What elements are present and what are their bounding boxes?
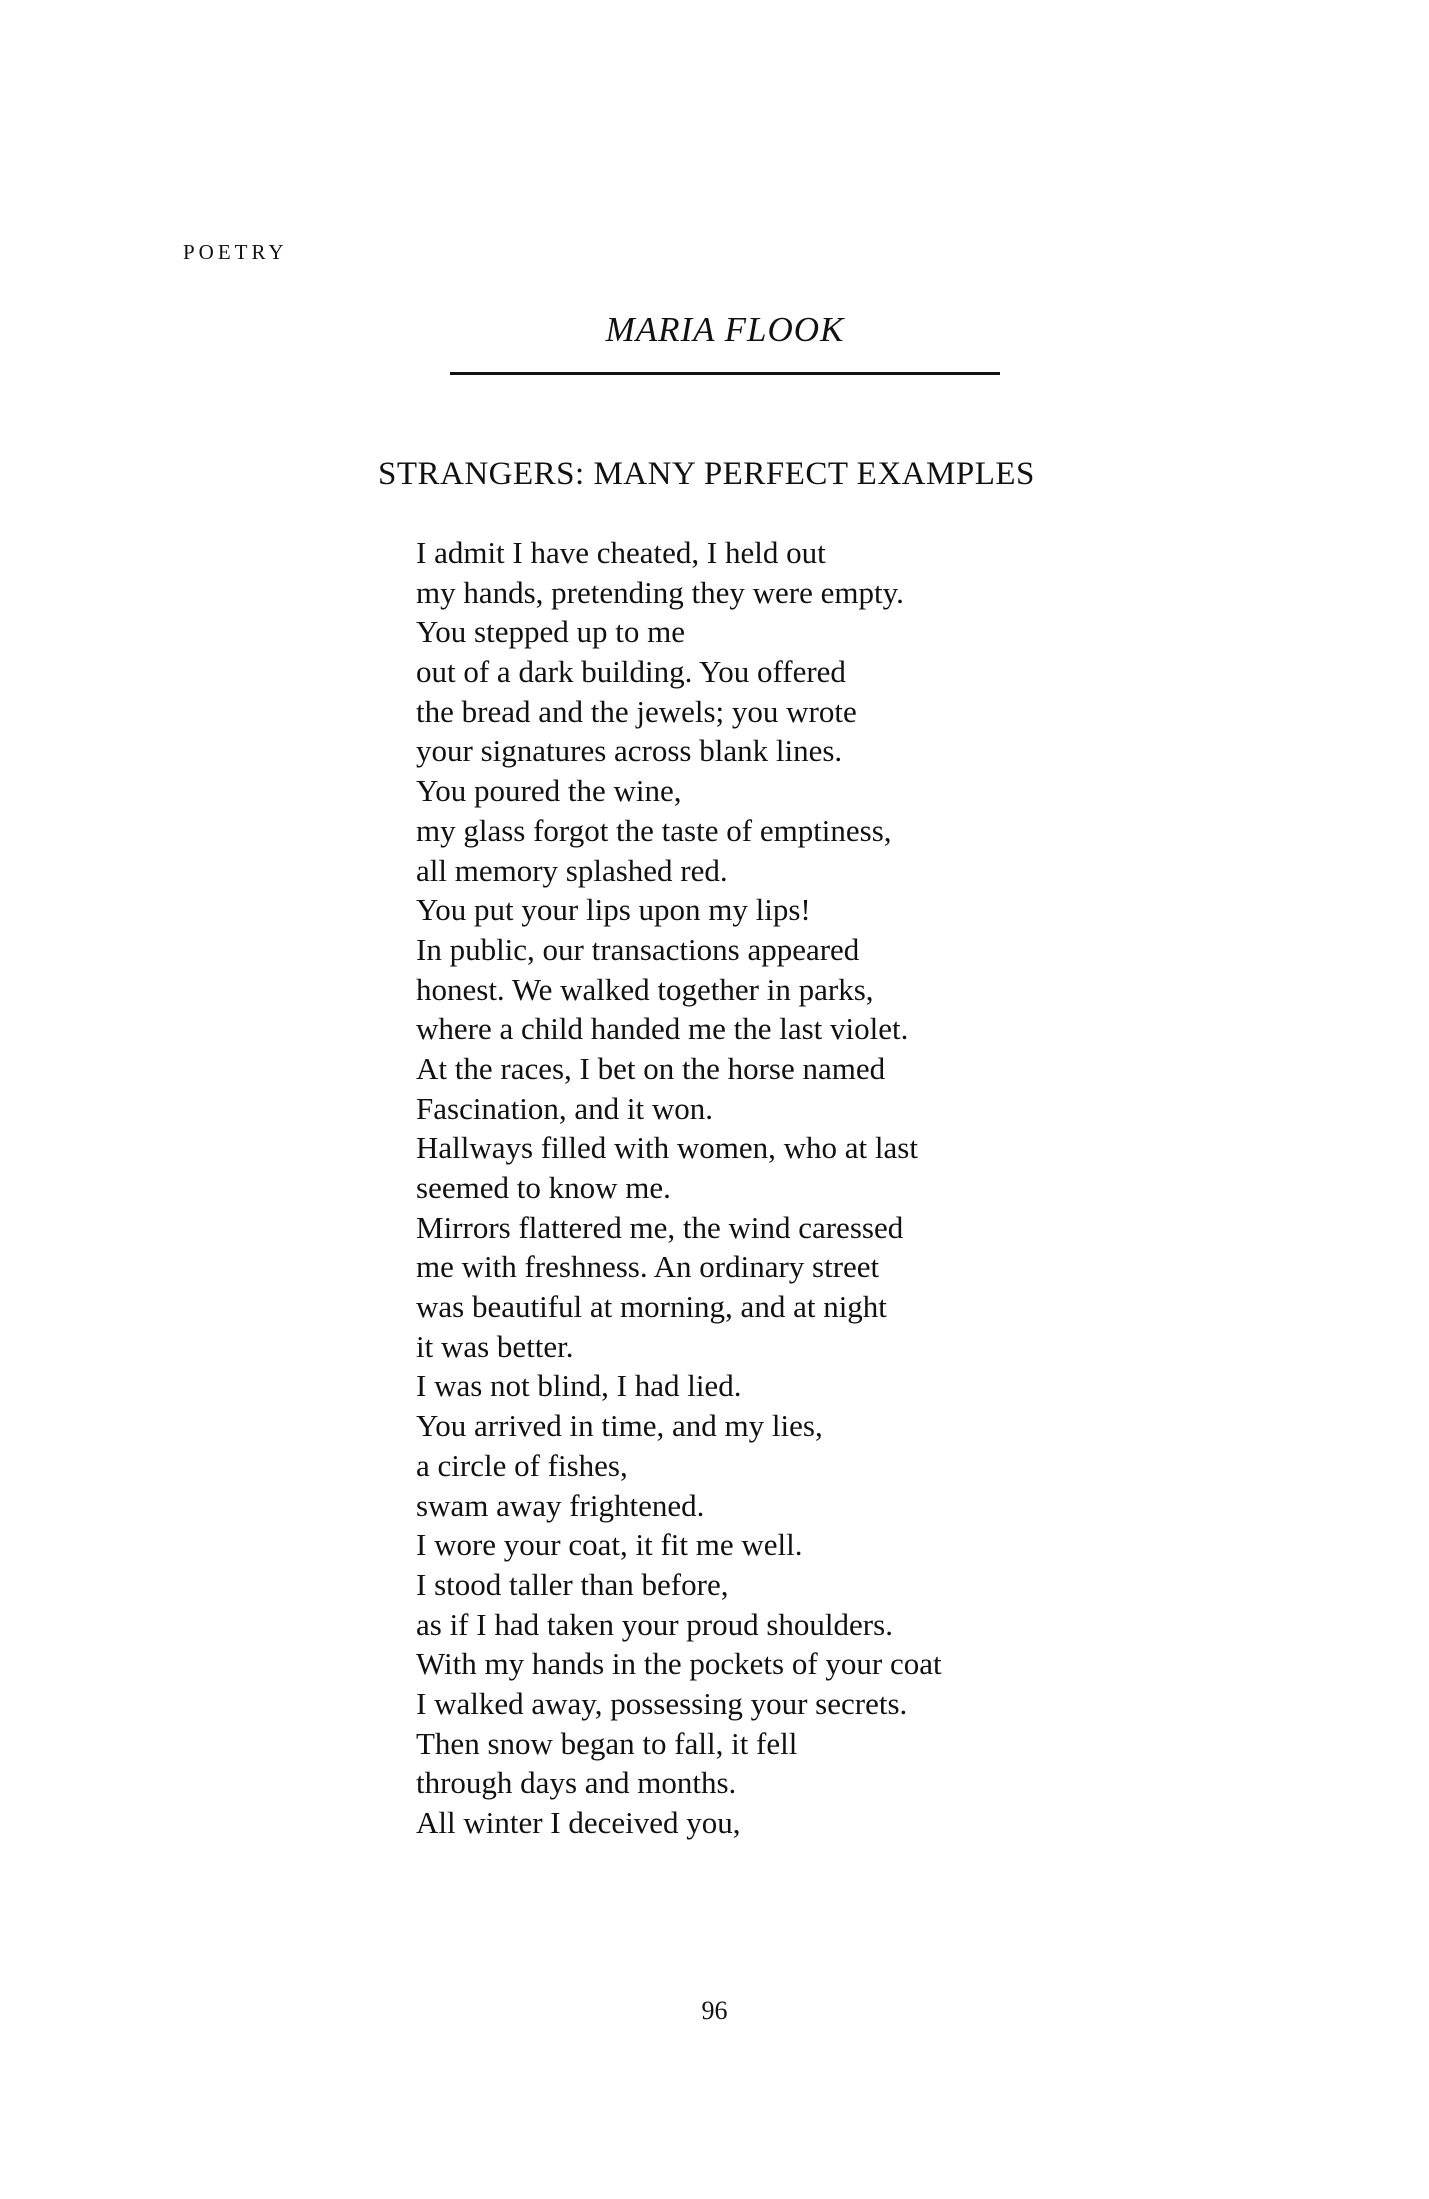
poem-line: I walked away, possessing your secrets. <box>416 1685 908 1721</box>
poem-line: I was not blind, I had lied. <box>416 1368 742 1404</box>
poem-line: your signatures across blank lines. <box>416 733 843 769</box>
poem-line: where a child handed me the last violet. <box>416 1011 909 1047</box>
poem-line: a circle of fishes, <box>416 1447 628 1483</box>
poem-line: In public, our transactions appeared <box>416 931 860 967</box>
poem-line: Fascination, and it won. <box>416 1090 714 1126</box>
poem-line: my glass forgot the taste of emptiness, <box>416 812 892 848</box>
poem-line: seemed to know me. <box>416 1170 671 1205</box>
poem-line: You arrived in time, and my lies, <box>416 1408 823 1444</box>
poem-line: I wore your coat, it fit me well. <box>416 1527 803 1563</box>
poem-line: me with freshness. An ordinary street <box>416 1249 880 1285</box>
poem-line: all memory splashed red. <box>416 852 728 888</box>
running-head: POETRY <box>183 240 288 264</box>
poem-title: STRANGERS: MANY PERFECT EXAMPLES <box>378 456 1035 492</box>
poem-line: You put your lips upon my lips! <box>416 892 811 928</box>
poem-line: Mirrors flattered me, the wind caressed <box>416 1209 904 1245</box>
poem-line: as if I had taken your proud shoulders. <box>416 1606 893 1642</box>
poem-line: With my hands in the pockets of your coat <box>416 1646 942 1682</box>
title-rule <box>450 372 1000 375</box>
poem-line: swam away frightened. <box>416 1487 705 1523</box>
poem-line: was beautiful at morning, and at night <box>416 1289 887 1325</box>
poem-line: At the races, I bet on the horse named <box>416 1050 886 1086</box>
poem-line: Then snow began to fall, it fell <box>416 1725 798 1761</box>
poem-line: through days and months. <box>416 1765 737 1801</box>
poem-line: honest. We walked together in parks, <box>416 971 874 1007</box>
poem-body <box>416 533 942 1843</box>
poem-line: out of a dark building. You offered <box>416 654 846 690</box>
poem-line: All winter I deceived you, <box>416 1805 741 1840</box>
poem-line: Hallways filled with women, who at last <box>416 1130 918 1166</box>
poem-line: You stepped up to me <box>416 614 685 650</box>
poem-line: I stood taller than before, <box>416 1566 729 1602</box>
author-name: MARIA FLOOK <box>605 310 845 349</box>
poem-line: You poured the wine, <box>416 773 682 809</box>
poem-line: I admit I have cheated, I held out <box>416 535 826 570</box>
poem-line: the bread and the jewels; you wrote <box>416 693 857 729</box>
page-number: 96 <box>701 1996 728 2025</box>
poem-line: it was better. <box>416 1328 574 1364</box>
poem-line: my hands, pretending they were empty. <box>416 574 904 610</box>
